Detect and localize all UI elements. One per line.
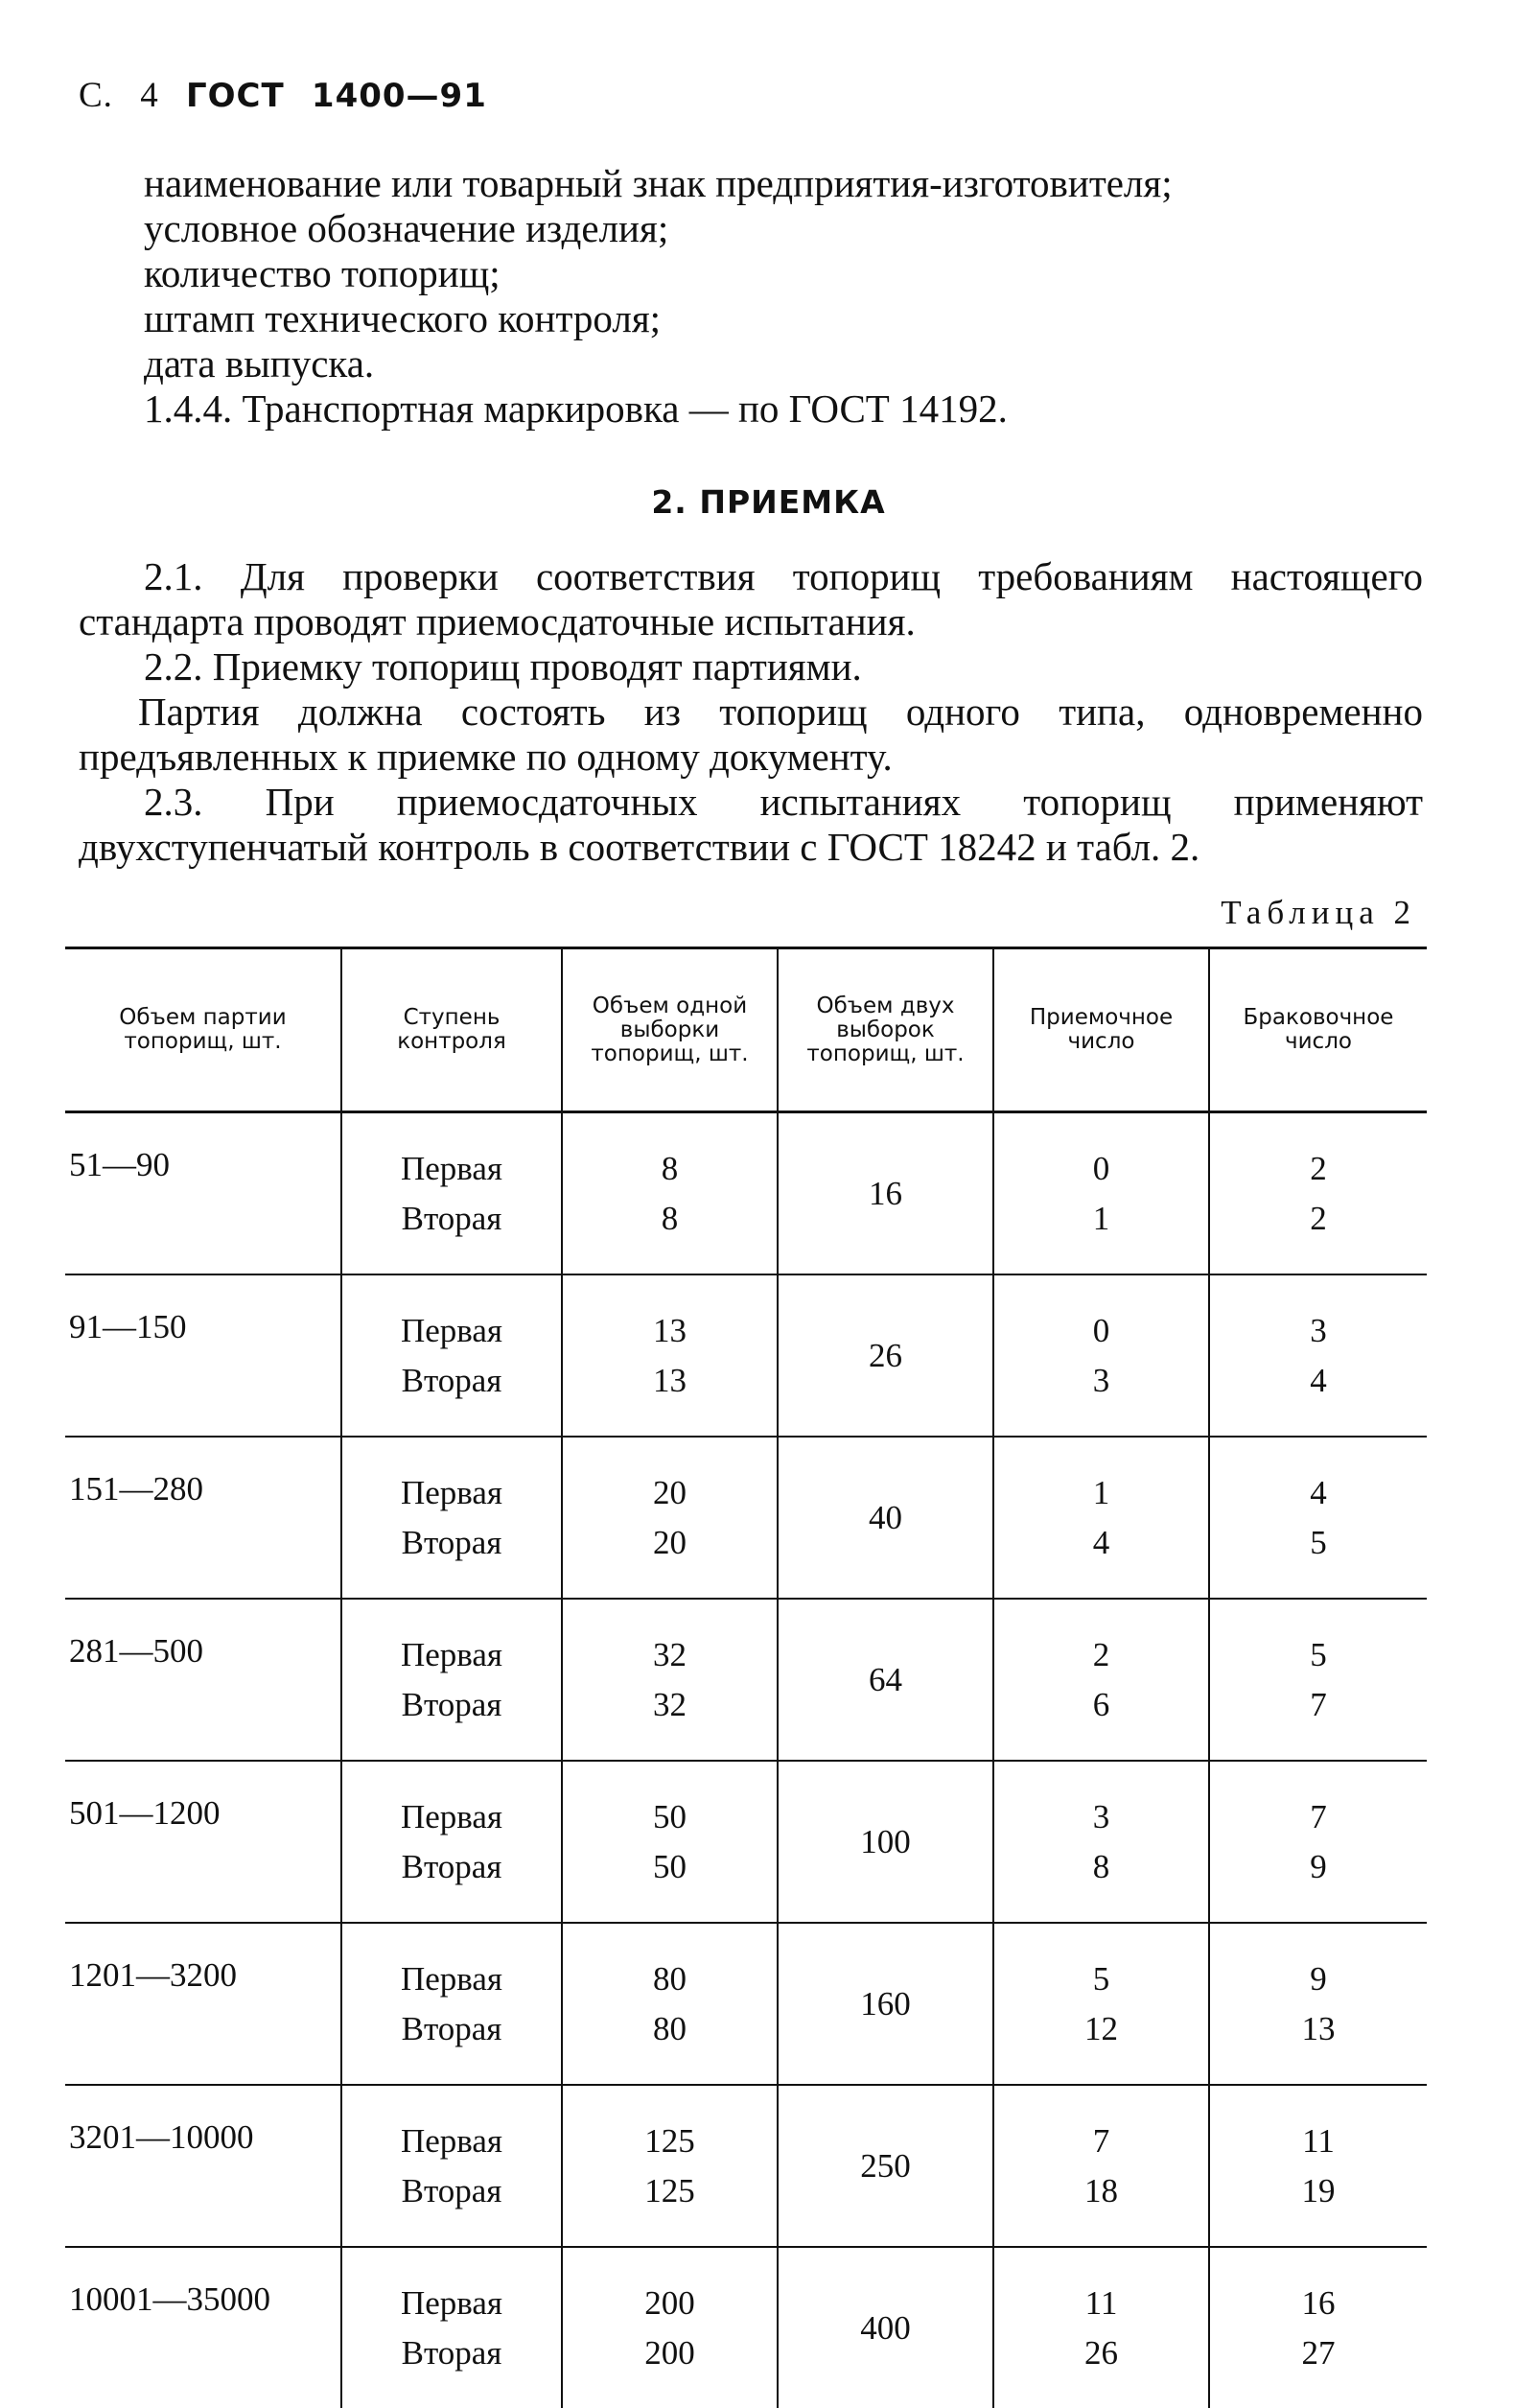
two-sample-size: 250 xyxy=(778,2085,993,2247)
control-stage: Первая Вторая xyxy=(341,1923,562,2085)
marking-line: штамп технического контроля; xyxy=(144,296,662,340)
table-row xyxy=(65,1112,1427,1275)
batch-range: 501—1200 xyxy=(69,1794,221,1832)
batch-range: 91—150 xyxy=(69,1308,187,1345)
control-stage: Первая Вторая xyxy=(341,1274,562,1437)
rejection-number: 5 7 xyxy=(1209,1599,1427,1761)
table-row xyxy=(65,1599,1427,1761)
two-sample-size: 40 xyxy=(778,1437,993,1599)
table-header-row xyxy=(65,948,1427,1112)
acceptance-number: 11 26 xyxy=(993,2247,1209,2408)
header-one-sample: Объем одной выборки топорищ, шт. xyxy=(562,948,778,1112)
header-batch-size: Объем партии топорищ, шт. xyxy=(119,1005,287,1054)
rejection-number: 11 19 xyxy=(1209,2085,1427,2247)
rejection-number: 9 13 xyxy=(1209,1923,1427,2085)
one-sample-size: 80 80 xyxy=(562,1923,778,2085)
clause-2-3: 2.3. При приемосдаточных испытаниях топорищ применяют двухступенчатый контроль в соответствии с ГОСТ 18242 и табл. 2. xyxy=(79,780,1423,869)
rejection-number: 2 2 xyxy=(1209,1112,1427,1275)
header-two-samples: Объем двух выборок топорищ, шт. xyxy=(778,948,993,1112)
control-stage: Первая Вторая xyxy=(341,1437,562,1599)
batch-range: 151—280 xyxy=(69,1470,203,1508)
batch-range: 10001—35000 xyxy=(69,2280,270,2318)
header-rejection-number: Браковочное число xyxy=(1209,948,1427,1112)
one-sample-size: 50 50 xyxy=(562,1761,778,1923)
header-gost: ГОСТ xyxy=(185,77,285,115)
table-row xyxy=(65,2085,1427,2247)
table-caption: Таблица 2 xyxy=(1221,894,1416,931)
control-stage: Первая Вторая xyxy=(341,1761,562,1923)
two-sample-size: 26 xyxy=(778,1274,993,1437)
one-sample-size: 200 200 xyxy=(562,2247,778,2408)
clause-2-1: 2.1. Для проверки соответствия топорищ требованиям настоящего стандарта проводят приемосдаточные испытания. xyxy=(79,554,1423,643)
header-gost-number: 1400—91 xyxy=(311,77,487,115)
acceptance-number: 3 8 xyxy=(993,1761,1209,1923)
acceptance-number: 5 12 xyxy=(993,1923,1209,2085)
control-stage: Первая Вторая xyxy=(341,2085,562,2247)
two-sample-size: 100 xyxy=(778,1761,993,1923)
rejection-number: 3 4 xyxy=(1209,1274,1427,1437)
batch-range: 1201—3200 xyxy=(69,1956,237,1994)
clause-1-4-4: 1.4.4. Транспортная маркировка — по ГОСТ 14192. xyxy=(144,386,1008,431)
clause-2-2: 2.2. Приемку топорищ проводят партиями. xyxy=(144,644,862,689)
clause-2-2-text: Партия должна состоять из топорищ одного типа, одновременно предъявленных к приемке по одному документу. xyxy=(79,690,1423,779)
control-stage: Первая Вторая xyxy=(341,2247,562,2408)
header-acceptance-number: Приемочное число xyxy=(993,948,1209,1112)
acceptance-number: 0 1 xyxy=(993,1112,1209,1275)
batch-range: 281—500 xyxy=(69,1632,203,1670)
marking-list xyxy=(144,161,1173,432)
rejection-number: 16 27 xyxy=(1209,2247,1427,2408)
section-title: 2. ПРИЕМКА xyxy=(651,483,886,521)
acceptance-number: 2 6 xyxy=(993,1599,1209,1761)
header-control-stage: Ступень контроля xyxy=(341,948,562,1112)
table-row xyxy=(65,1437,1427,1599)
two-sample-size: 160 xyxy=(778,1923,993,2085)
two-sample-size: 400 xyxy=(778,2247,993,2408)
header-page-number: 4 xyxy=(140,76,159,115)
one-sample-size: 20 20 xyxy=(562,1437,778,1599)
acceptance-number: 0 3 xyxy=(993,1274,1209,1437)
table-row xyxy=(65,1923,1427,2085)
batch-range: 51—90 xyxy=(69,1146,170,1183)
acceptance-table xyxy=(65,947,1427,2408)
acceptance-number: 7 18 xyxy=(993,2085,1209,2247)
one-sample-size: 125 125 xyxy=(562,2085,778,2247)
marking-line: условное обозначение изделия; xyxy=(144,206,669,250)
header-prefix: С. xyxy=(79,76,113,115)
marking-line: наименование или товарный знак предприятия-изготовителя; xyxy=(144,161,1173,205)
batch-range: 3201—10000 xyxy=(69,2118,254,2156)
marking-line: дата выпуска. xyxy=(144,341,375,386)
page-header xyxy=(79,75,504,116)
rejection-number: 4 5 xyxy=(1209,1437,1427,1599)
acceptance-number: 1 4 xyxy=(993,1437,1209,1599)
marking-line: количество топорищ; xyxy=(144,251,501,295)
two-sample-size: 16 xyxy=(778,1112,993,1275)
one-sample-size: 8 8 xyxy=(562,1112,778,1275)
control-stage: Первая Вторая xyxy=(341,1599,562,1761)
one-sample-size: 32 32 xyxy=(562,1599,778,1761)
one-sample-size: 13 13 xyxy=(562,1274,778,1437)
table-row xyxy=(65,2247,1427,2408)
table-row xyxy=(65,1274,1427,1437)
rejection-number: 7 9 xyxy=(1209,1761,1427,1923)
two-sample-size: 64 xyxy=(778,1599,993,1761)
table-row xyxy=(65,1761,1427,1923)
control-stage: Первая Вторая xyxy=(341,1112,562,1275)
